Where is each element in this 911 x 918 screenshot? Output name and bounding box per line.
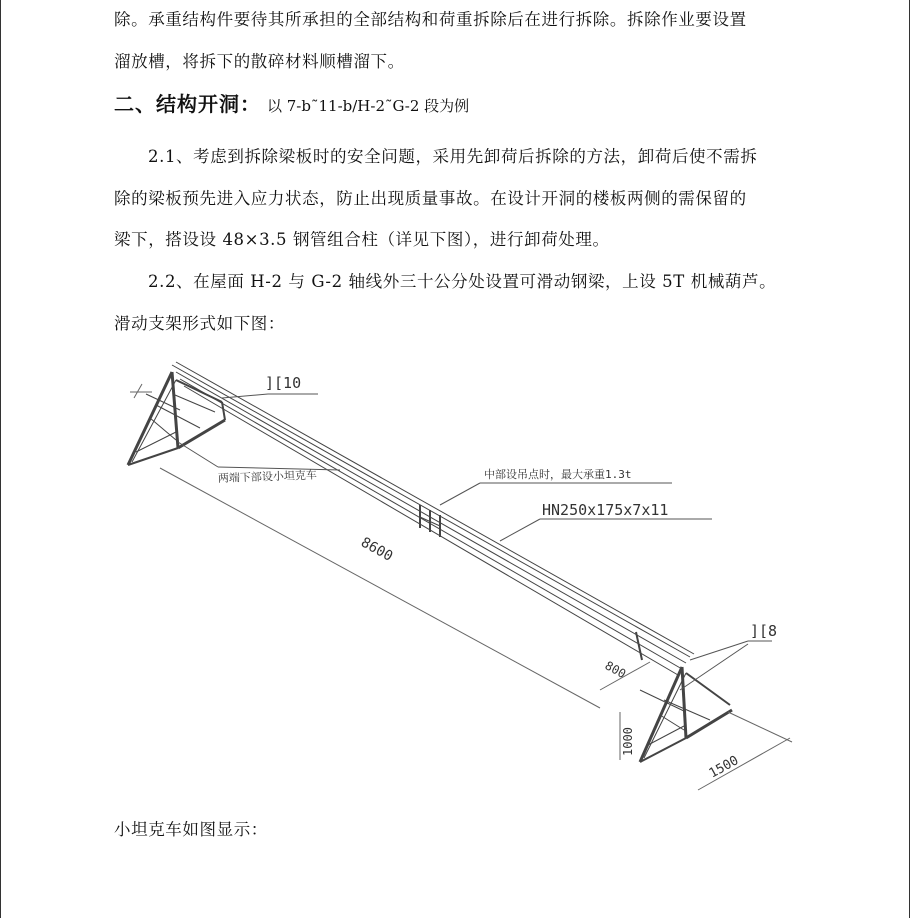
paragraph-line: 梁下，搭设设 48×3.5 钢管组合柱（详见下图），进行卸荷处理。 [114,230,610,249]
label-length: 8600 [358,534,396,565]
label-trolley: 两端下部设小坦克车 [217,468,318,485]
paragraph-line: 滑动支架形式如下图： [114,314,285,333]
paragraph-line: 除。承重结构件要待其所承担的全部结构和荷重拆除后在进行拆除。拆除作业要设置 [114,10,747,29]
label-beam-section: HN250x175x7x11 [542,501,669,519]
sliding-support-drawing [100,350,820,800]
left-support-frame [128,372,225,465]
label-hoist: 中部设吊点时，最大承重1.3t [484,468,632,481]
label-800: 800 [602,658,629,682]
page-border-left [0,0,1,918]
label-1000: 1000 [621,727,635,756]
page-border-right [909,0,910,918]
label-1500: 1500 [706,753,742,782]
label-channel-top: ][10 [265,374,302,392]
right-support-frame [636,632,732,762]
section-heading-title: 二、结构开洞： [114,92,261,116]
paragraph-line: 除的梁板预先进入应力状态，防止出现质量事故。在设计开洞的楼板两侧的需保留的 [114,189,747,208]
section-heading [114,88,469,117]
section-heading-subtitle: 以 7-b˜11-b/H-2˜G-2 段为例 [267,97,470,115]
paragraph-line: 2.1、考虑到拆除梁板时的安全问题，采用先卸荷后拆除的方法，卸荷后使不需拆 [148,147,758,166]
paragraph-line: 2.2、在屋面 H-2 与 G-2 轴线外三十公分处设置可滑动钢梁，上设 5T 机械葫芦。 [148,272,777,291]
paragraph-line: 小坦克车如图显示： [114,820,268,839]
paragraph-line: 溜放槽，将拆下的散碎材料顺槽溜下。 [114,52,405,71]
label-channel-right: ][8 [750,622,778,640]
